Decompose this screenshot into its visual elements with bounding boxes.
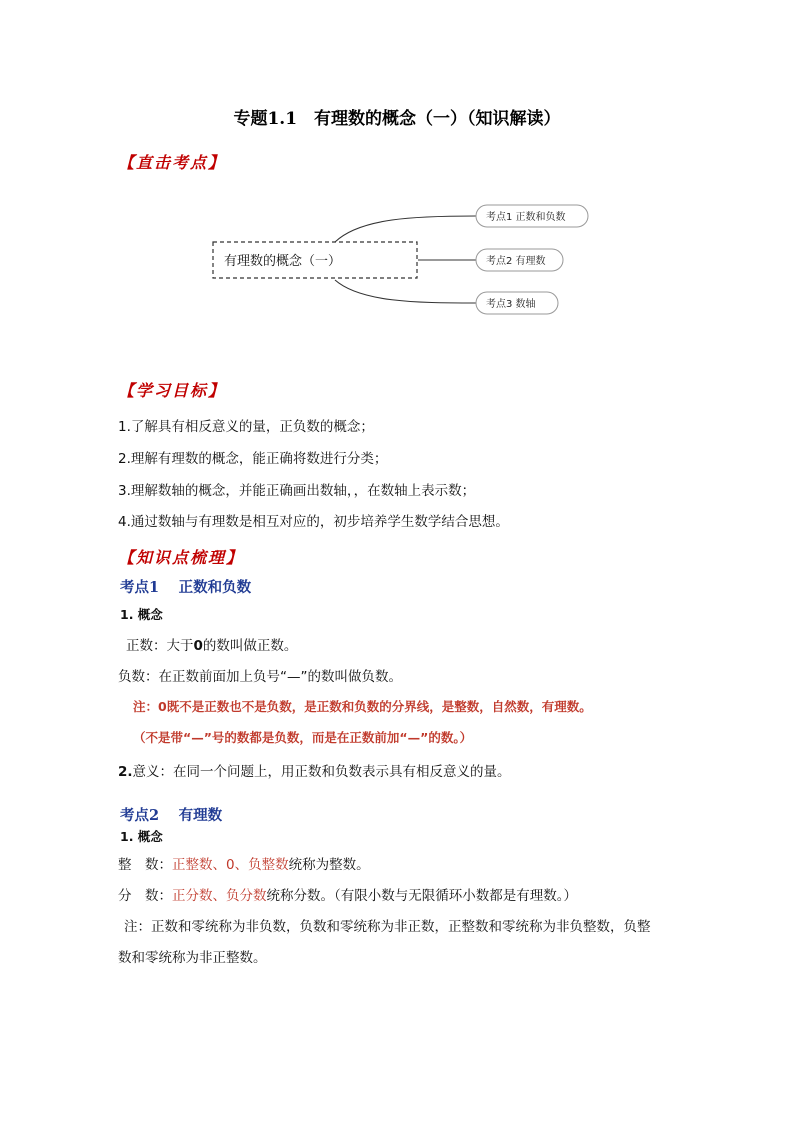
- kp2-fraction-definition: [118, 884, 577, 904]
- goal-item: 4.通过数轴与有理数是相互对应的，初步培养学生数学结合思想。: [118, 514, 509, 530]
- mindmap-diagram: [200, 198, 600, 328]
- kp1-note-1: 注：0既不是正数也不是负数，是正数和负数的分界线，是整数，自然数，有理数。: [133, 699, 592, 714]
- kp2-title: 考点2 有理数: [120, 807, 223, 824]
- section-header-learning-goals: 【学习目标】: [118, 381, 227, 400]
- kp2-integer-label: 整 数：: [118, 857, 172, 873]
- kp2-fraction-label: 分 数：: [118, 888, 172, 904]
- kp1-meaning: [118, 760, 511, 780]
- goal-item: 1.了解具有相反意义的量，正负数的概念；: [118, 419, 374, 435]
- goal-item: 2.理解有理数的概念，能正确将数进行分类；: [118, 451, 388, 467]
- mindmap-branch-3-label: 考点3 数轴: [486, 299, 536, 310]
- goal-item: 3.理解数轴的概念，并能正确画出数轴，，在数轴上表示数；: [118, 483, 476, 499]
- mindmap-branch-2-label: 考点2 有理数: [486, 256, 546, 267]
- kp1-positive-zero: 0: [193, 638, 203, 654]
- kp1-positive-label: 正数：大于: [126, 638, 194, 654]
- section-header-knowledge: 【知识点梳理】: [118, 548, 245, 567]
- kp1-positive-rest: 的数叫做正数。: [202, 638, 298, 654]
- kp1-negative-definition: 负数：在正数前面加上负号“—”的数叫做负数。: [118, 669, 402, 685]
- kp1-note-2: （不是带“—”号的数都是负数，而是在正数前加“—”的数。）: [133, 730, 473, 745]
- kp2-fraction-rest: 统称分数。（有限小数与无限循环小数都是有理数。）: [266, 888, 577, 904]
- kp2-concept-label: 1. 概念: [120, 829, 163, 844]
- kp1-meaning-prefix: 2.: [118, 764, 133, 780]
- kp1-concept-label: 1. 概念: [120, 607, 163, 622]
- kp2-integer-definition: [118, 853, 370, 873]
- mindmap-branch-1-label: 考点1 正数和负数: [486, 212, 566, 223]
- section-header-exam-points: 【直击考点】: [118, 153, 227, 172]
- kp2-integer-highlight: 正整数、0、负整数: [172, 857, 289, 873]
- mindmap-root-label: 有理数的概念（一）: [224, 254, 342, 269]
- kp2-integer-rest: 统称为整数。: [288, 857, 370, 873]
- page-title: 专题1.1 有理数的概念（一）（知识解读）: [233, 109, 561, 129]
- kp2-note-line-2: 数和零统称为非正整数。: [118, 950, 267, 966]
- kp1-title: 考点1 正数和负数: [120, 579, 252, 596]
- kp2-note-line-1: 注：正数和零统称为非负数，负数和零统称为非正数，正整数和零统称为非负整数，负整: [124, 919, 651, 935]
- kp1-positive-definition: [126, 634, 297, 654]
- kp1-meaning-text: 意义：在同一个问题上，用正数和负数表示具有相反意义的量。: [132, 764, 511, 780]
- kp2-fraction-highlight: 正分数、负分数: [172, 888, 267, 904]
